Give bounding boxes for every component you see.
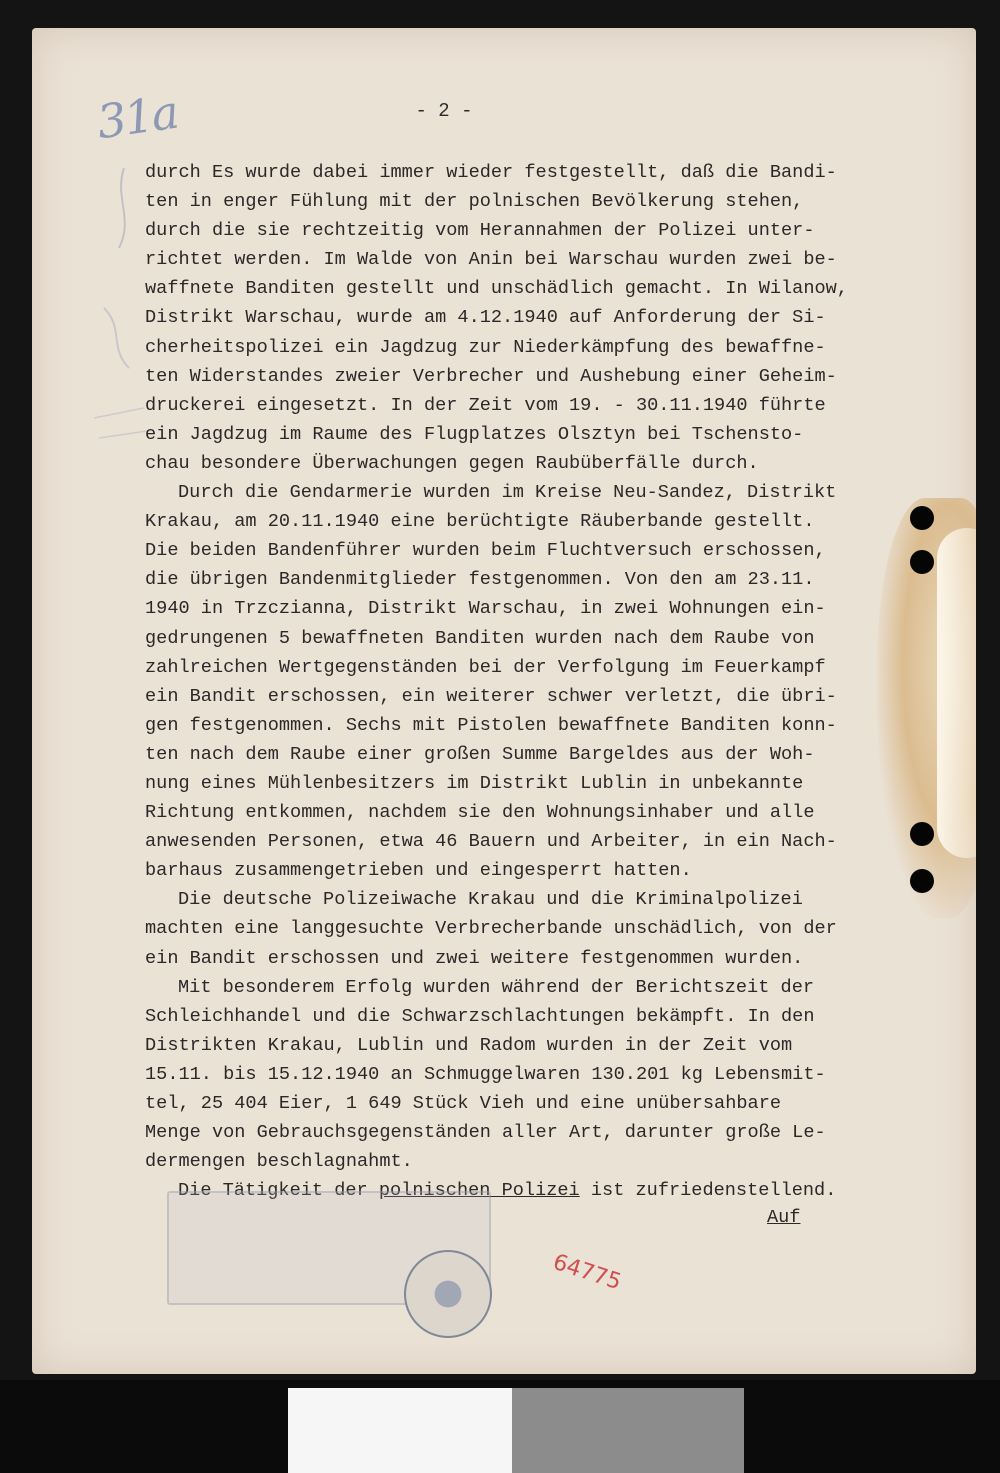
text-line: zahlreichen Wertgegenständen bei der Verfolgung im Feuerkampf: [145, 656, 826, 678]
text-line: Schleichhandel und die Schwarzschlachtungen bekämpft. In den: [145, 1005, 815, 1027]
text-line: machten eine langgesuchte Verbrecherbande unschädlich, von der: [145, 918, 837, 940]
final-line-end: ist zufriedenstellend.: [579, 1180, 837, 1202]
text-line: Die deutsche Polizeiwache Krakau und die Kriminalpolizei: [178, 889, 803, 911]
torn-edge: [937, 528, 976, 858]
text-line: dermengen beschlagnahmt.: [145, 1151, 413, 1173]
text-line: durch die sie rechtzeitig vom Herannahmen der Polizei unter-: [145, 220, 815, 242]
punch-hole-icon: [910, 550, 934, 574]
report-body: [145, 158, 865, 1205]
text-line: chau besondere Überwachungen gegen Raubüberfälle durch.: [145, 452, 759, 474]
punch-hole-icon: [910, 506, 934, 530]
round-archive-stamp: [404, 1250, 492, 1338]
calibration-card-white: [288, 1388, 512, 1473]
text-line: Durch die Gendarmerie wurden im Kreise Neu-Sandez, Distrikt: [178, 482, 837, 504]
catchword: Auf: [767, 1207, 801, 1228]
text-line: 1940 in Trzczianna, Distrikt Warschau, in zwei Wohnungen ein-: [145, 598, 826, 620]
archive-number: 64775: [549, 1249, 625, 1296]
text-line: anwesenden Personen, etwa 46 Bauern und Arbeiter, in ein Nach-: [145, 831, 837, 853]
text-line: tel, 25 404 Eier, 1 649 Stück Vieh und eine unübersahbare: [145, 1093, 782, 1114]
text-line: druckerei eingesetzt. In der Zeit vom 19. - 30.11.1940 führte: [145, 394, 826, 416]
punch-hole-icon: [910, 822, 934, 846]
document-page: [32, 28, 976, 1374]
text-line: Distrikt Warschau, wurde am 4.12.1940 auf Anforderung der Si-: [145, 307, 826, 329]
text-line: barhaus zusammengetrieben und eingesperrt hatten.: [145, 860, 692, 882]
handwritten-folio-number: 31a: [93, 84, 181, 150]
text-line: 15.11. bis 15.12.1940 an Schmuggelwaren 130.201 kg Lebensmit-: [145, 1063, 826, 1085]
text-line: ten nach dem Raube einer großen Summe Bargeldes aus der Woh-: [145, 743, 815, 765]
text-line: Mit besonderem Erfolg wurden während der Berichtszeit der: [178, 976, 815, 998]
text-line: nung eines Mühlenbesitzers im Distrikt Lublin in unbekannte: [145, 772, 804, 794]
text-line: ten Widerstandes zweier Verbrecher und Aushebung einer Geheim-: [145, 365, 837, 387]
text-line: ein Bandit erschossen und zwei weitere festgenommen wurden.: [145, 947, 804, 969]
calibration-card-gray: [512, 1388, 744, 1473]
text-line: Die beiden Bandenführer wurden beim Fluchtversuch erschossen,: [145, 540, 826, 562]
text-line: ein Bandit erschossen, ein weiterer schwer verletzt, die übri-: [145, 685, 837, 707]
text-line: die übrigen Bandenmitglieder festgenommen. Von den am 23.11.: [145, 569, 815, 591]
text-line: richtet werden. Im Walde von Anin bei Warschau wurden zwei be-: [145, 249, 837, 271]
underlined-phrase: polnischen Polizei: [378, 1180, 580, 1202]
text-line: cherheitspolizei ein Jagdzug zur Niederkämpfung des bewaffne-: [145, 336, 826, 358]
text-line: gen festgenommen. Sechs mit Pistolen bewaffnete Banditen konn-: [145, 714, 837, 736]
punch-hole-icon: [910, 869, 934, 893]
final-line-start: Die Tätigkeit der: [178, 1180, 379, 1202]
page-number: - 2 -: [415, 100, 473, 122]
text-line: Distrikten Krakau, Lublin und Radom wurden in der Zeit vom: [145, 1034, 793, 1056]
text-line: Menge von Gebrauchsgegenständen aller Art, darunter große Le-: [145, 1122, 826, 1144]
text-line: Krakau, am 20.11.1940 eine berüchtigte Räuberbande gestellt.: [145, 511, 815, 533]
text-line: durch Es wurde dabei immer wieder festgestellt, daß die Bandi-: [145, 162, 837, 183]
text-line: Richtung entkommen, nachdem sie den Wohnungsinhaber und alle: [145, 802, 815, 824]
text-line: ten in enger Fühlung mit der polnischen Bevölkerung stehen,: [145, 191, 804, 213]
text-line: waffnete Banditen gestellt und unschädlich gemacht. In Wilanow,: [145, 278, 848, 300]
text-line: ein Jagdzug im Raume des Flugplatzes Olsztyn bei Tschensto-: [145, 423, 804, 445]
text-line: gedrungenen 5 bewaffneten Banditen wurden nach dem Raube von: [145, 627, 815, 649]
